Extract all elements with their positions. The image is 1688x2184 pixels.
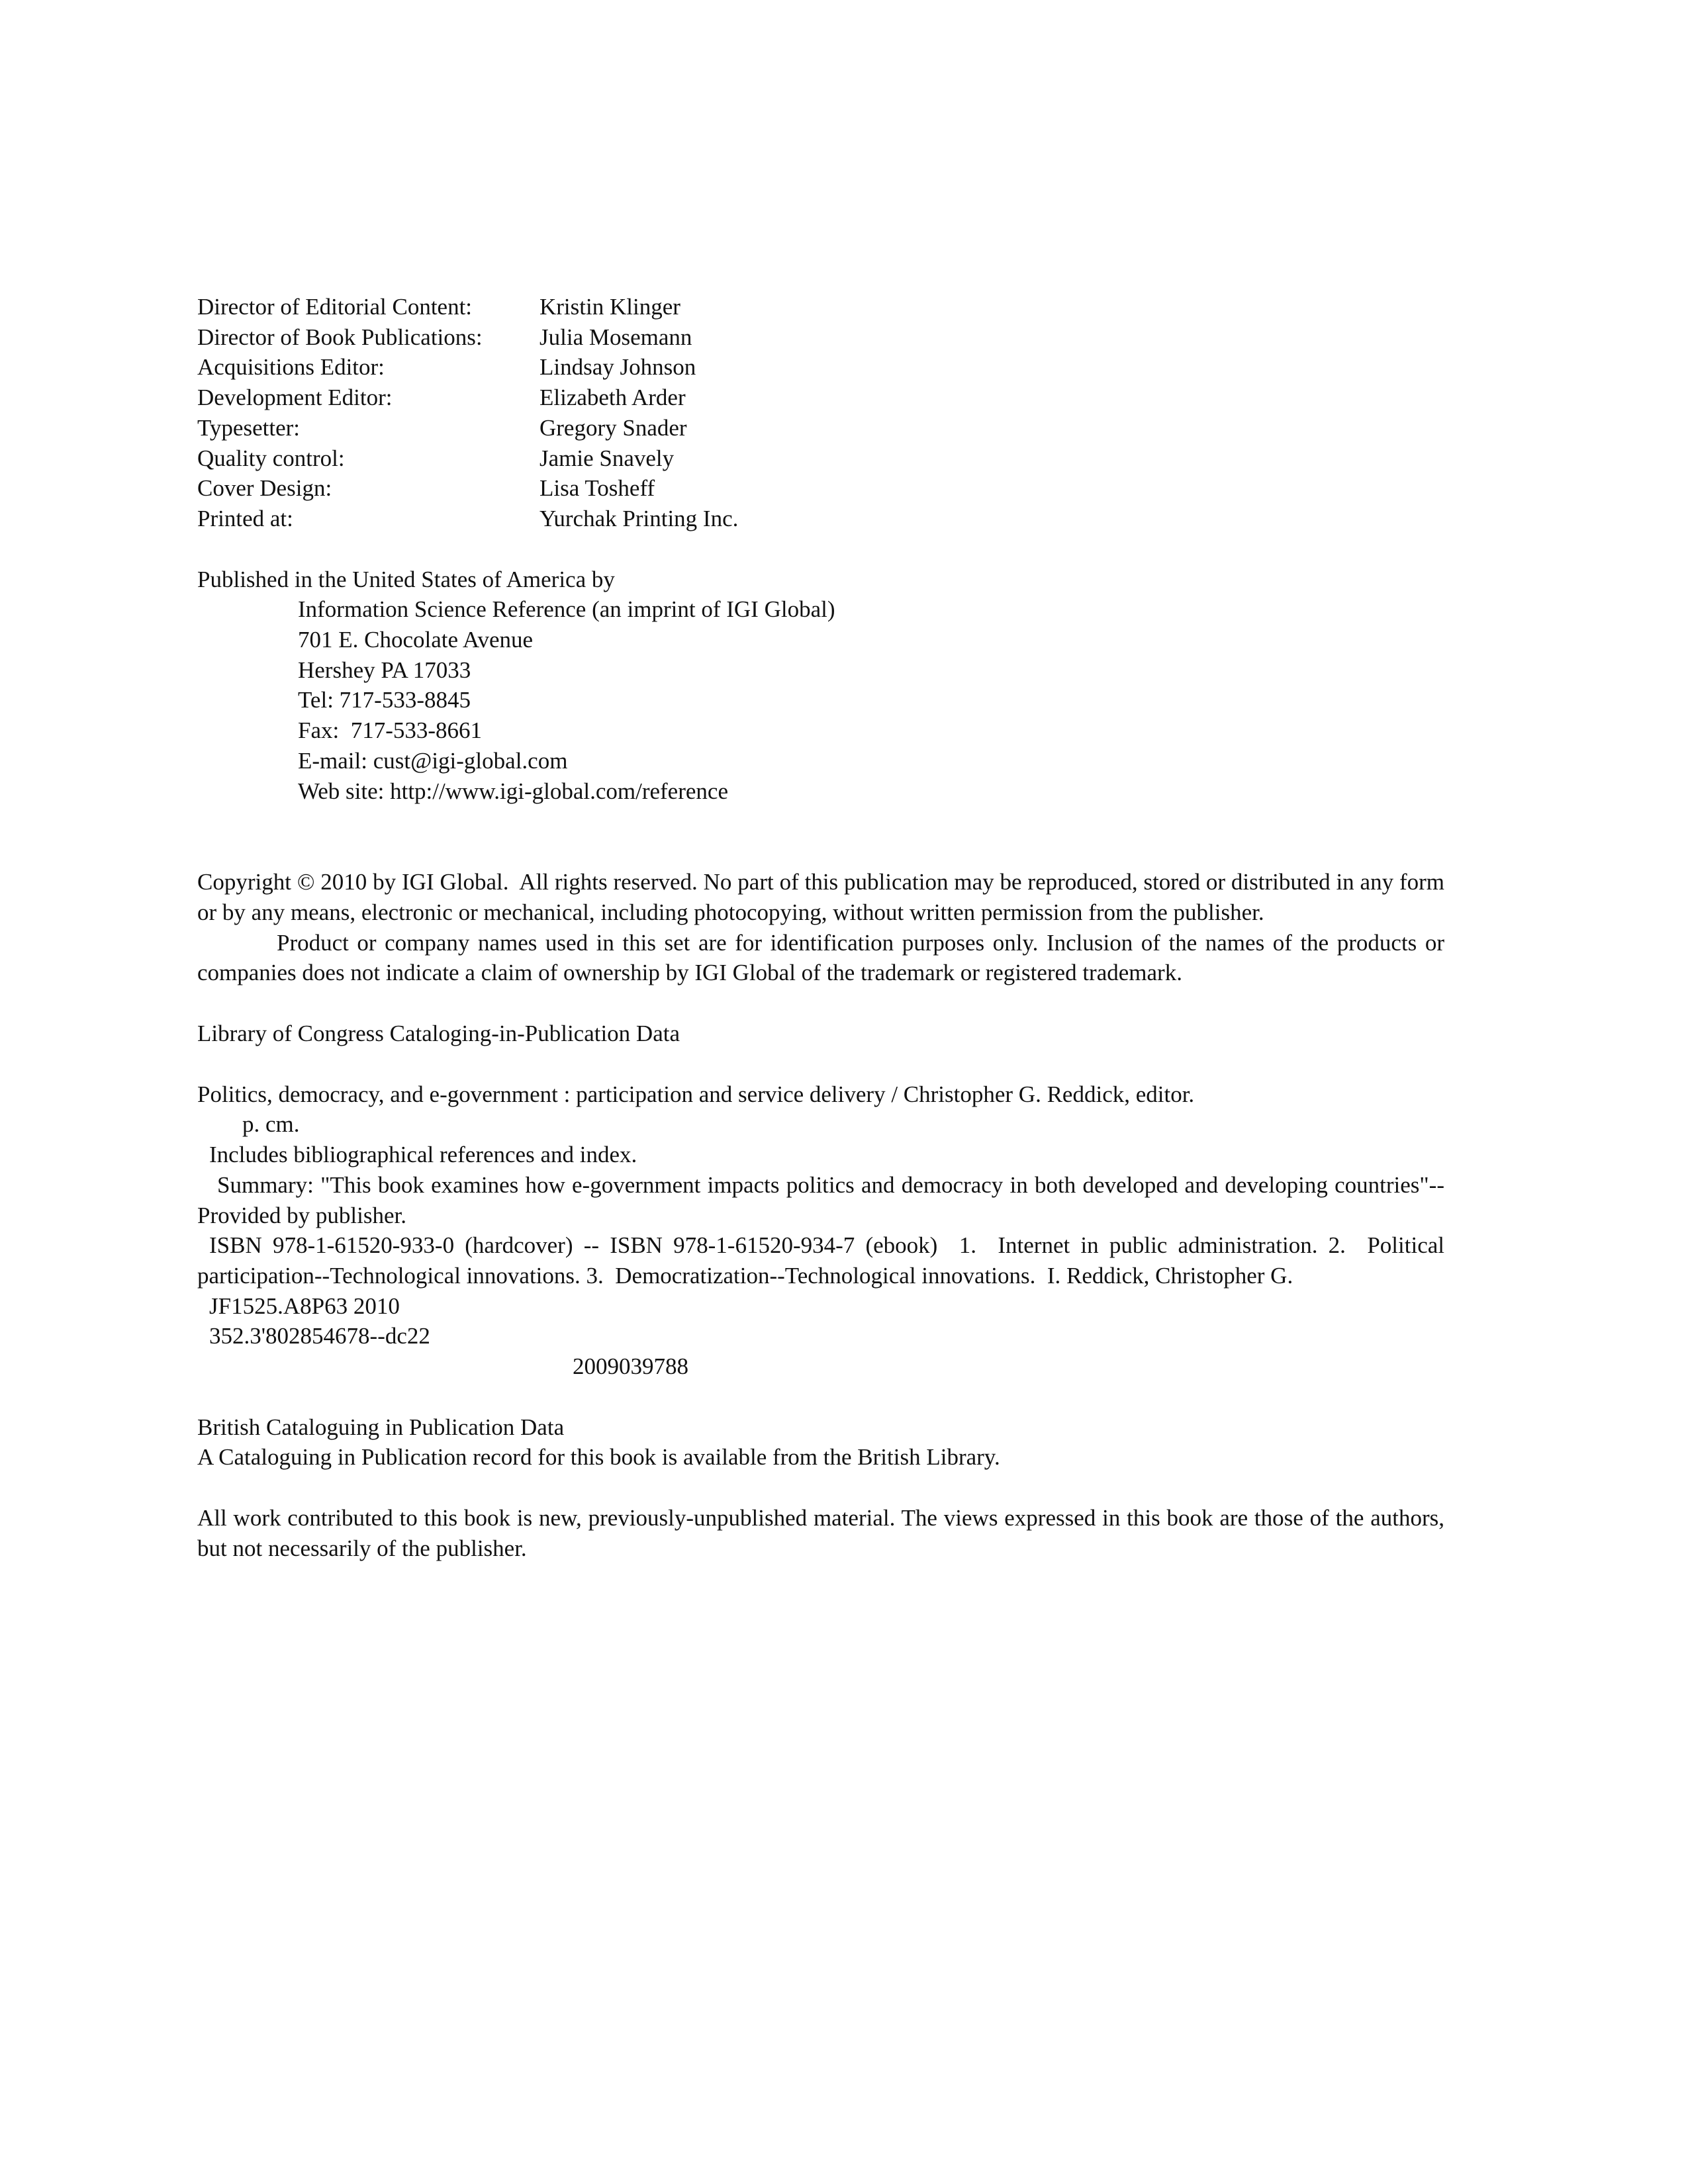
copyright-paragraph: Copyright © 2010 by IGI Global. All rights reserved. No part of this publication may be reproduced, stored or distributed in any form or by any means, electronic or mechanical, including photocopying, without written permission from the publisher. — [197, 869, 1450, 925]
cip-lc-class: JF1525.A8P63 2010 — [209, 1293, 400, 1319]
copyright-page — [197, 292, 1450, 1564]
credit-role: Director of Book Publications: — [197, 324, 483, 350]
publisher-email: E-mail: cust@igi-global.com — [298, 747, 568, 774]
publisher-name: Information Science Reference (an imprint of IGI Global) — [298, 596, 835, 623]
publisher-block — [197, 565, 1444, 807]
publisher-tel: Tel: 717-533-8845 — [298, 687, 471, 713]
credit-name: Kristin Klinger — [539, 294, 680, 320]
credit-name: Yurchak Printing Inc. — [539, 505, 739, 531]
credit-role: Printed at: — [197, 505, 293, 531]
publisher-website: Web site: http://www.igi-global.com/reference — [298, 778, 728, 804]
credit-role: Typesetter: — [197, 414, 300, 441]
british-cip-text: A Cataloguing in Publication record for this book is available from the British Library. — [197, 1444, 1000, 1471]
publisher-address — [197, 594, 1444, 806]
credit-role: Quality control: — [197, 445, 345, 471]
disclaimer: All work contributed to this book is new, previously-unpublished material. The views expressed in this book are those of the authors, but not necessarily of the publisher. — [197, 1505, 1444, 1561]
cip-title-line: Politics, democracy, and e-government : participation and service delivery / Christopher G. Reddick, editor. — [197, 1081, 1195, 1107]
publisher-fax: Fax: 717-533-8661 — [298, 717, 483, 744]
cip-lccn: 2009039788 — [573, 1353, 688, 1380]
cip-dewey: 352.3'802854678--dc22 — [209, 1323, 430, 1349]
lc-cip-heading: Library of Congress Cataloging-in-Publication Data — [197, 1021, 680, 1047]
cip-summary: Summary: "This book examines how e-government impacts politics and democracy in both developed and developing countries"--Provided by publisher. — [197, 1171, 1444, 1228]
credit-name: Jamie Snavely — [539, 445, 675, 471]
lc-cip-record — [197, 1079, 1450, 1382]
credit-name: Elizabeth Arder — [539, 385, 686, 411]
publisher-intro: Published in the United States of America by — [197, 566, 615, 592]
credit-role: Acquisitions Editor: — [197, 354, 385, 381]
credit-role: Cover Design: — [197, 475, 332, 502]
cip-pcm: p. cm. — [242, 1111, 300, 1138]
publisher-city: Hershey PA 17033 — [298, 657, 471, 683]
credit-name: Lisa Tosheff — [539, 475, 655, 502]
credit-role: Director of Editorial Content: — [197, 294, 473, 320]
british-cip-heading: British Cataloguing in Publication Data — [197, 1414, 565, 1440]
credit-name: Julia Mosemann — [539, 324, 692, 350]
credit-name: Lindsay Johnson — [539, 354, 696, 381]
british-cip — [197, 1412, 1444, 1473]
credit-name: Gregory Snader — [539, 414, 687, 441]
trademark-paragraph: Product or company names used in this set are for identification purposes only. Inclusion of the names of the products or companies does not indicate a claim of ownership by IGI Global of the trademark or registered trademark. — [197, 929, 1444, 986]
credits-list — [197, 292, 1444, 534]
copyright-notice — [197, 867, 1450, 988]
credit-role: Development Editor: — [197, 385, 393, 411]
cip-includes: Includes bibliographical references and index. — [209, 1142, 637, 1168]
cip-isbn: ISBN 978-1-61520-933-0 (hardcover) -- ISBN 978-1-61520-934-7 (ebook) 1. Internet in public administration. 2. Political participation--Technological innovations. 3. Democratization--Technological innovations. I. Reddick, Christopher G. — [197, 1232, 1450, 1289]
publisher-street: 701 E. Chocolate Avenue — [298, 627, 534, 653]
